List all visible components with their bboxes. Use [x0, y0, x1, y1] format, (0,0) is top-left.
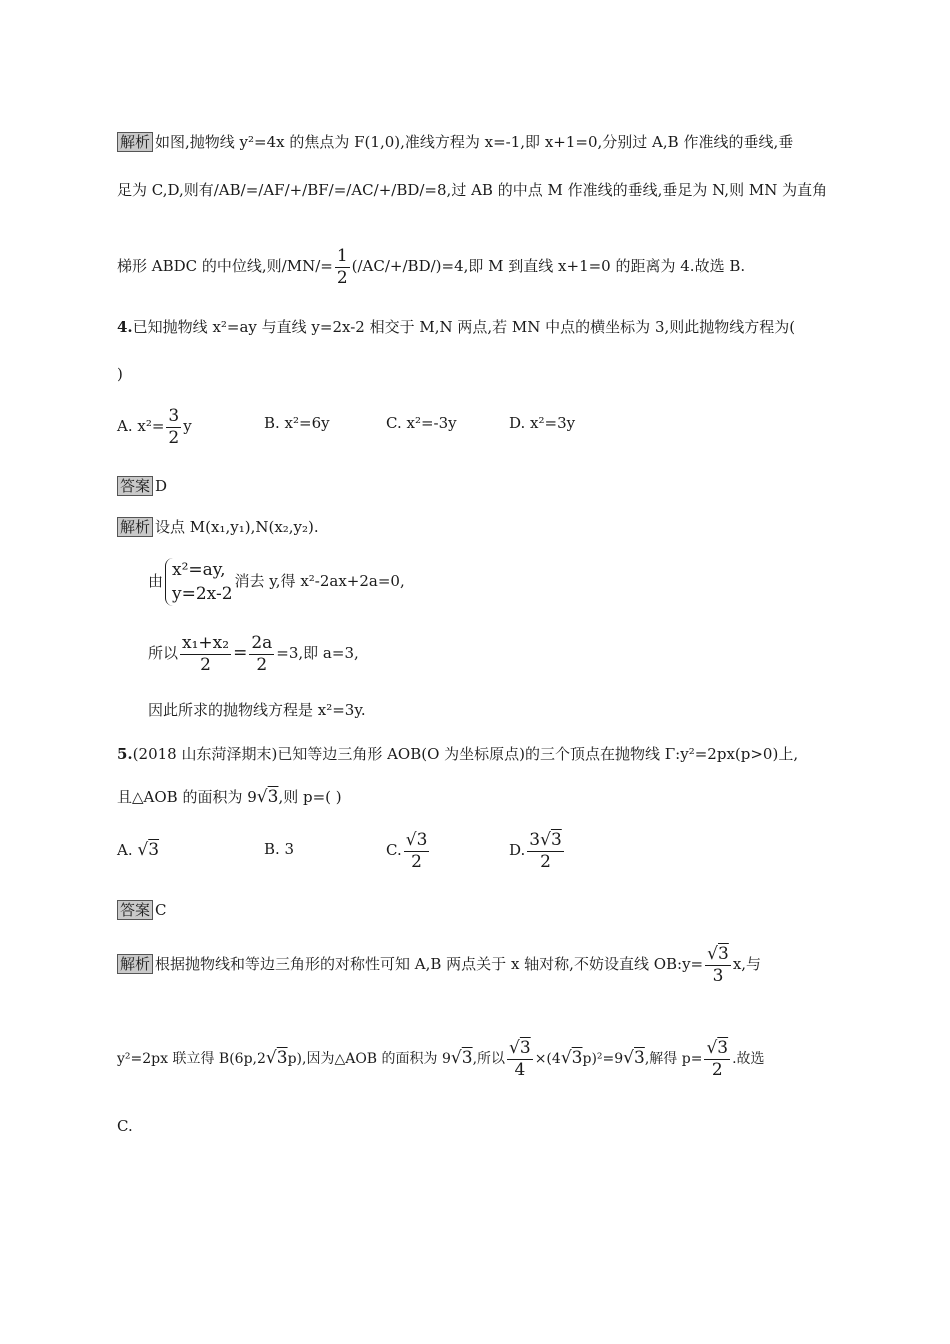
q5-analysis-line-1: 解析 根据抛物线和等边三角形的对称性可知 A,B 两点关于 x 轴对称,不妨设直线 OB:y= $\frac{√3}{3}$ x,与 [117, 942, 761, 986]
q5-stem-line-2: 且△AOB 的面积为 9√3,则 p=( ) [117, 787, 342, 807]
q3-analysis-text-2: 足为 C,D,则有/AB/=/AF/+/BF/=/AC/+/BD/=8,过 AB 的中点 M 作准线的垂线,垂足为 N,则 MN 为直角 [117, 181, 828, 199]
q5-choice-a: A. √3 [117, 840, 160, 860]
q4-sum-line: 所以 $\frac{\text{x₁+x₂}}{2}$ = $\frac{2a}{2}$ =3,即 a=3, [148, 632, 359, 675]
q3-analysis-text-3b: (/AC/+/BD/)=4,即 M 到直线 x+1=0 的距离为 4.故选 B. [351, 257, 746, 275]
q4-choice-a: A. x²= $\frac{3}{2}$ y [117, 405, 192, 448]
q5-choice-c: C. $\frac{√3}{2}$ [386, 829, 428, 872]
q3-analysis-line-1 [117, 132, 793, 152]
q4-answer-value: D [155, 477, 168, 495]
q3-analysis-line-3 [117, 244, 745, 288]
q3-analysis-line-2 [117, 180, 827, 200]
system-eq-2: y=2x-2 [172, 584, 233, 604]
fraction-2a-over-2: $\frac{2a}{2}$ [251, 632, 273, 675]
answer-tag: 答案 [117, 900, 153, 920]
answer-tag: 答案 [117, 476, 153, 496]
q4-choice-c: C. x²=-3y [386, 414, 457, 432]
system-eq-1: x²=ay, [172, 560, 226, 580]
q5-analysis-line-3: C. [117, 1117, 133, 1135]
fraction-sum: $\frac{\text{x₁+x₂}}{2}$ [182, 632, 230, 675]
q4-analysis-text-1: 设点 M(x₁,y₁),N(x₂,y₂). [155, 518, 319, 536]
q5-choice-d: D. $\frac{3√3}{2}$ [509, 829, 562, 872]
q4-conclusion: 因此所求的抛物线方程是 x²=3y. [148, 701, 366, 719]
q5-analysis-line-2: y²=2px 联立得 B(6p,2√3p),因为△AOB 的面积为 9√3,所以 $\frac{√3}{4}$ ×(4√3p)²=9√3,解得 p= $\frac{√3}{2}$ .故选 [117, 1037, 765, 1080]
q3-analysis-text-3a: 梯形 ABDC 的中位线,则/MN/= [117, 257, 333, 275]
fraction-one-half: $\frac{1}{2}$ [336, 245, 348, 288]
q4-stem-line-2: ) [117, 365, 123, 383]
q5-stem-text: (2018 山东菏泽期末)已知等边三角形 AOB(O 为坐标原点)的三个顶点在抛物线 Γ:y²=2px(p>0)上, [132, 745, 799, 763]
q4-number: 4. [117, 318, 133, 336]
analysis-tag: 解析 [117, 954, 153, 974]
q5-answer-value: C [155, 901, 167, 919]
equation-system [165, 558, 233, 606]
q4-choice-d: D. x²=3y [509, 414, 576, 432]
q4-answer-line [117, 476, 167, 496]
q5-choice-b: B. 3 [264, 840, 295, 858]
sqrt-3: √3 [256, 787, 279, 807]
q5-answer-line [117, 900, 167, 920]
q4-stem-text: 已知抛物线 x²=ay 与直线 y=2x-2 相交于 M,N 两点,若 MN 中点的横坐标为 3,则此抛物线方程为( [132, 318, 796, 336]
q4-analysis-line-1 [117, 517, 319, 537]
q4-system-line: 由 x²=ay, y=2x-2 消去 y,得 x²-2ax+2a=0, [148, 560, 405, 604]
analysis-tag: 解析 [117, 517, 153, 537]
q4-stem-line-1 [117, 317, 795, 337]
q4-choice-b: B. x²=6y [264, 414, 330, 432]
q5-number: 5. [117, 745, 133, 763]
analysis-tag: 解析 [117, 132, 153, 152]
q5-stem-line-1 [117, 744, 798, 764]
q3-analysis-text-1: 如图,抛物线 y²=4x 的焦点为 F(1,0),准线方程为 x=-1,即 x+1=0,分别过 A,B 作准线的垂线,垂 [155, 133, 794, 151]
fraction-three-halves: $\frac{3}{2}$ [168, 405, 180, 448]
